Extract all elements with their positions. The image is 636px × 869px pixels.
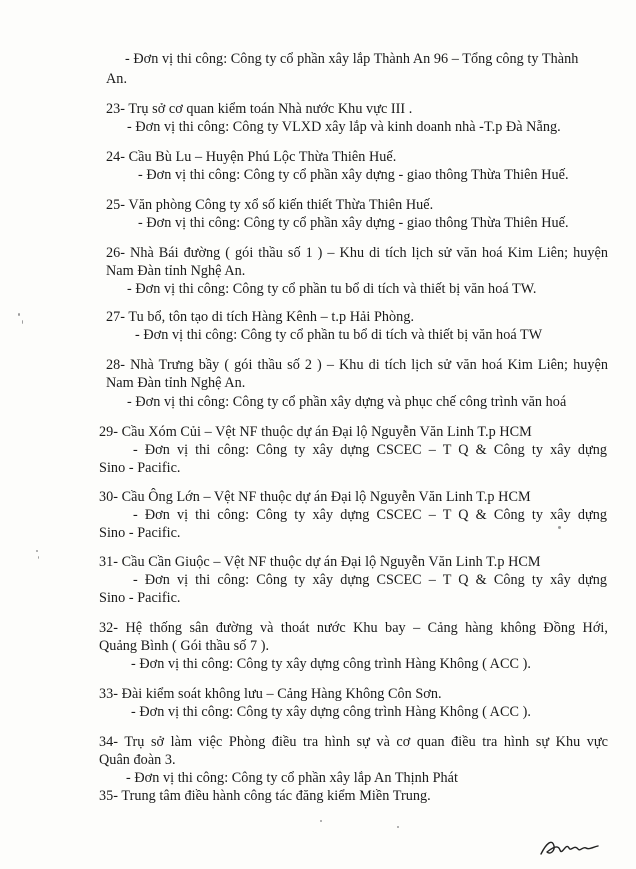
contractor-line: - Đơn vị thi công: Công ty cổ phần xây lắp An Thịnh Phát [126,770,458,786]
project-title: 35- Trung tâm điều hành công tác đăng kiểm Miền Trung. [99,788,431,804]
project-title: 25- Văn phòng Công ty xổ số kiến thiết Thừa Thiên Huế. [106,197,434,213]
project-title: 24- Cầu Bù Lu – Huyện Phú Lộc Thừa Thiên Huế. [106,149,397,165]
project-title: 30- Cầu Ông Lớn – Vệt NF thuộc dự án Đại lộ Nguyễn Văn Linh T.p HCM [99,489,531,505]
scan-speck [558,526,561,529]
contractor-line: - Đơn vị thi công: Công ty cổ phần xây dựng và phục chế công trình văn hoá [127,394,567,410]
scan-speck [36,550,38,552]
scan-speck [22,320,23,324]
contractor-line-cont: An. [106,71,128,87]
contractor-line: - Đơn vị thi công: Công ty cổ phần xây dựng - giao thông Thừa Thiên Huế. [138,215,569,231]
project-title: 28- Nhà Trưng bầy ( gói thầu số 2 ) – Khu di tích lịch sử văn hoá Kim Liên; huyện [106,357,608,373]
project-title: 32- Hệ thống sân đường và thoát nước Khu bay – Cảng hàng không Đồng Hới, [99,620,608,636]
contractor-line: - Đơn vị thi công: Công ty cổ phần xây dựng - giao thông Thừa Thiên Huế. [138,167,569,183]
project-title: 23- Trụ sở cơ quan kiểm toán Nhà nước Khu vực III . [106,101,413,117]
contractor-line-cont: Sino - Pacific. [99,460,181,476]
contractor-line: - Đơn vị thi công: Công ty VLXD xây lắp và kinh doanh nhà -T.p Đà Nẵng. [127,119,561,135]
project-title-cont: Nam Đàn tỉnh Nghệ An. [106,263,246,279]
scan-speck [397,826,399,828]
project-title: 26- Nhà Bái đường ( gói thầu số 1 ) – Khu di tích lịch sử văn hoá Kim Liên; huyện [106,245,608,261]
project-title: 34- Trụ sở làm việc Phòng điều tra hình sự và cơ quan điều tra hình sự Khu vực [99,734,608,750]
contractor-line-cont: Sino - Pacific. [99,590,181,606]
contractor-line: - Đơn vị thi công: Công ty cổ phần tu bổ di tích và thiết bị văn hoá TW [135,327,543,343]
project-title-cont: Quảng Bình ( Gói thầu số 7 ). [99,638,270,654]
project-title: 33- Đài kiểm soát không lưu – Cảng Hàng Không Côn Sơn. [99,686,442,702]
contractor-line: - Đơn vị thi công: Công ty cổ phần xây lắp Thành An 96 – Tổng công ty Thành [125,51,579,67]
project-title-cont: Quân đoàn 3. [99,752,176,768]
scan-speck [320,820,322,822]
project-title: 29- Cầu Xóm Củi – Vệt NF thuộc dự án Đại lộ Nguyễn Văn Linh T.p HCM [99,424,532,440]
scan-speck [18,313,20,316]
contractor-line-cont: Sino - Pacific. [99,525,181,541]
project-title: 27- Tu bổ, tôn tạo di tích Hàng Kênh – t.p Hải Phòng. [106,309,415,325]
project-title-cont: Nam Đàn tỉnh Nghệ An. [106,375,246,391]
contractor-line: - Đơn vị thi công: Công ty xây dựng công trình Hàng Không ( ACC ). [131,704,531,720]
project-title: 31- Cầu Cần Giuộc – Vệt NF thuộc dự án Đại lộ Nguyễn Văn Linh T.p HCM [99,554,541,570]
contractor-line: - Đơn vị thi công: Công ty xây dựng CSCEC – T Q & Công ty xây dựng [133,572,607,588]
scan-speck [38,556,39,559]
handwritten-signature [538,834,600,860]
contractor-line: - Đơn vị thi công: Công ty xây dựng công trình Hàng Không ( ACC ). [131,656,531,672]
contractor-line: - Đơn vị thi công: Công ty xây dựng CSCEC – T Q & Công ty xây dựng [133,442,607,458]
contractor-line: - Đơn vị thi công: Công ty cổ phần tu bổ di tích và thiết bị văn hoá TW. [127,281,537,297]
contractor-line: - Đơn vị thi công: Công ty xây dựng CSCEC – T Q & Công ty xây dựng [133,507,607,523]
